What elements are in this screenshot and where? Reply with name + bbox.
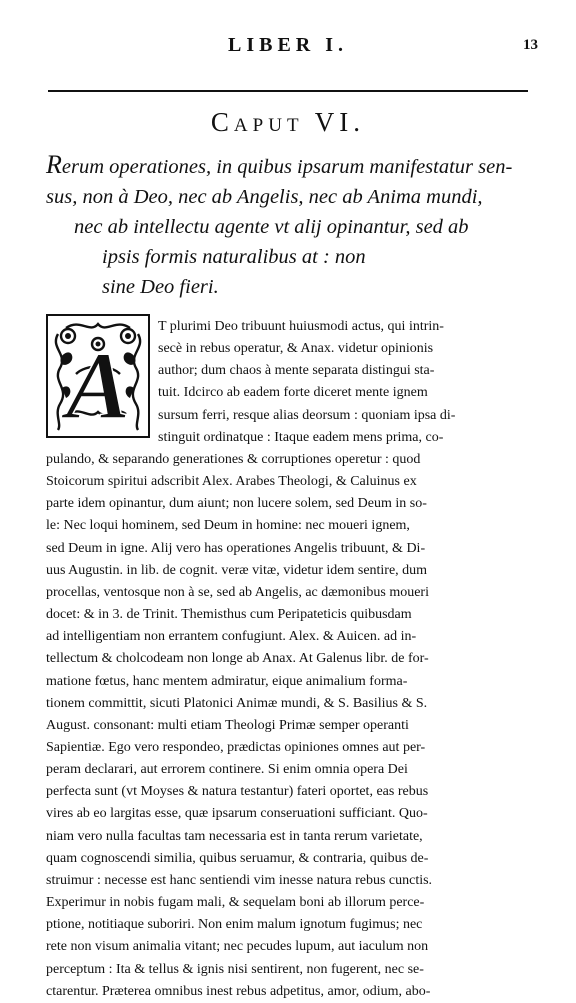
header-rule xyxy=(48,90,528,92)
text-line: uus Augustin. in lib. de cognit. veræ vitæ, videtur idem sentire, dum xyxy=(46,562,428,578)
running-title: LIBER I. xyxy=(227,34,349,56)
text-line: Sapientiæ. Ego vero respondeo, prædictas opiniones omnes aut per- xyxy=(46,739,426,755)
text-line: struimur : necesse est hanc sentiendi vim inesse natura rebus cunctis. xyxy=(46,872,433,888)
text-line: stinguit ordinatque : Itaque eadem mens prima, co- xyxy=(158,429,444,445)
text-line: Experimur in nobis fugam mali, & sequelam boni ab illorum perce- xyxy=(46,895,425,911)
text-line: rete non visum animalia vitant; nec pecudes lupum, aut iaculum non xyxy=(46,939,429,955)
summary-line: nec ab intellectu agente vt alij opinantur, sed ab xyxy=(74,216,469,238)
summary-initial: R xyxy=(46,150,62,179)
text-line: procellas, ventosque non à se, sed ab Angelis, ac dæmonibus moueri xyxy=(46,584,429,600)
chapter-summary xyxy=(46,150,534,302)
text-line: quam cognoscendi similia, quibus seruamur, & contraria, quibus de- xyxy=(46,850,429,866)
summary-line: sine Deo fieri. xyxy=(102,276,219,298)
text-line: ad intelligentiam non errantem confugiunt. Alex. & Auicen. ad in- xyxy=(46,629,417,645)
text-line: tionem committit, sicuti Platonici Animæ mundi, & S. Basilius & S. xyxy=(46,695,428,711)
text-line: perfecta sunt (vt Moyses & natura testantur) fateri oportet, eas rebus xyxy=(46,784,429,800)
text-line: parte idem opinantur, dum aiunt; non lucere solem, sed Deum in so- xyxy=(46,496,427,512)
text-line: tellectum & cholcodeam non longe ab Anax. At Galenus libr. de for- xyxy=(46,651,429,667)
text-line: ptione, notitiaque suboriri. Non enim malum ignotum fugimus; nec xyxy=(46,917,423,933)
text-line: T plurimi Deo tribuunt huiusmodi actus, qui intrin- xyxy=(158,319,444,334)
page-number: 13 xyxy=(523,37,538,53)
running-head xyxy=(0,34,576,60)
text-line: niam vero nulla facultas tam necessaria est in tanta rerum varietate, xyxy=(46,828,423,844)
text-line: perceptum : Ita & tellus & ignis nisi sentirent, non fugerent, nec se- xyxy=(46,961,424,977)
text-line: August. consonant: multi etiam Theologi Primæ semper operanti xyxy=(46,717,409,733)
body-text xyxy=(46,316,530,1003)
summary-line: ipsis formis naturalibus at : non xyxy=(102,246,366,268)
text-line: author; dum chaos à mente separata distingui sta- xyxy=(158,363,435,379)
summary-line: sus, non à Deo, nec ab Angelis, nec ab Anima mundi, xyxy=(46,186,483,208)
text-line: Stoicorum spiritui adscribit Alex. Arabes Theologi, & Caluinus ex xyxy=(46,474,417,490)
text-line: sursum ferri, resque alias deorsum : quoniam ipsa di- xyxy=(158,407,456,423)
text-line: tuit. Idcirco ab eadem forte diceret mente ignem xyxy=(158,385,428,401)
text-line: pulando, & separando generationes & corruptiones operetur : quod xyxy=(46,451,421,467)
text-line: le: Nec loqui hominem, sed Deum in homine: nec moueri ignem, xyxy=(46,518,410,534)
text-line: docet: & in 3. de Trinit. Themisthus cum Peripateticis quibusdam xyxy=(46,607,412,623)
text-line: sed Deum in igne. Alij vero has operationes Angelis tribuunt, & Di- xyxy=(46,540,426,556)
text-line: ctarentur. Præterea omnibus inest rebus adpetitus, amor, odium, abo- xyxy=(46,983,431,999)
summary-line: Rerum operationes, in quibus ipsarum manifestatur sen- xyxy=(46,150,513,179)
chapter-title: Caput VI. xyxy=(210,107,366,137)
drop-cap-letter: A xyxy=(65,332,131,438)
text-line: matione fœtus, hanc mentem admiratur, eique animalium forma- xyxy=(46,673,408,689)
text-line: secè in rebus operatur, & Anax. videtur opinionis xyxy=(158,341,434,357)
text-line: vires ab eo largitas esse, quæ ipsarum conseruationi sufficiant. Quo- xyxy=(46,806,428,822)
text-line: peram declarari, aut errorem continere. Si enim omnia opera Dei xyxy=(46,762,408,778)
